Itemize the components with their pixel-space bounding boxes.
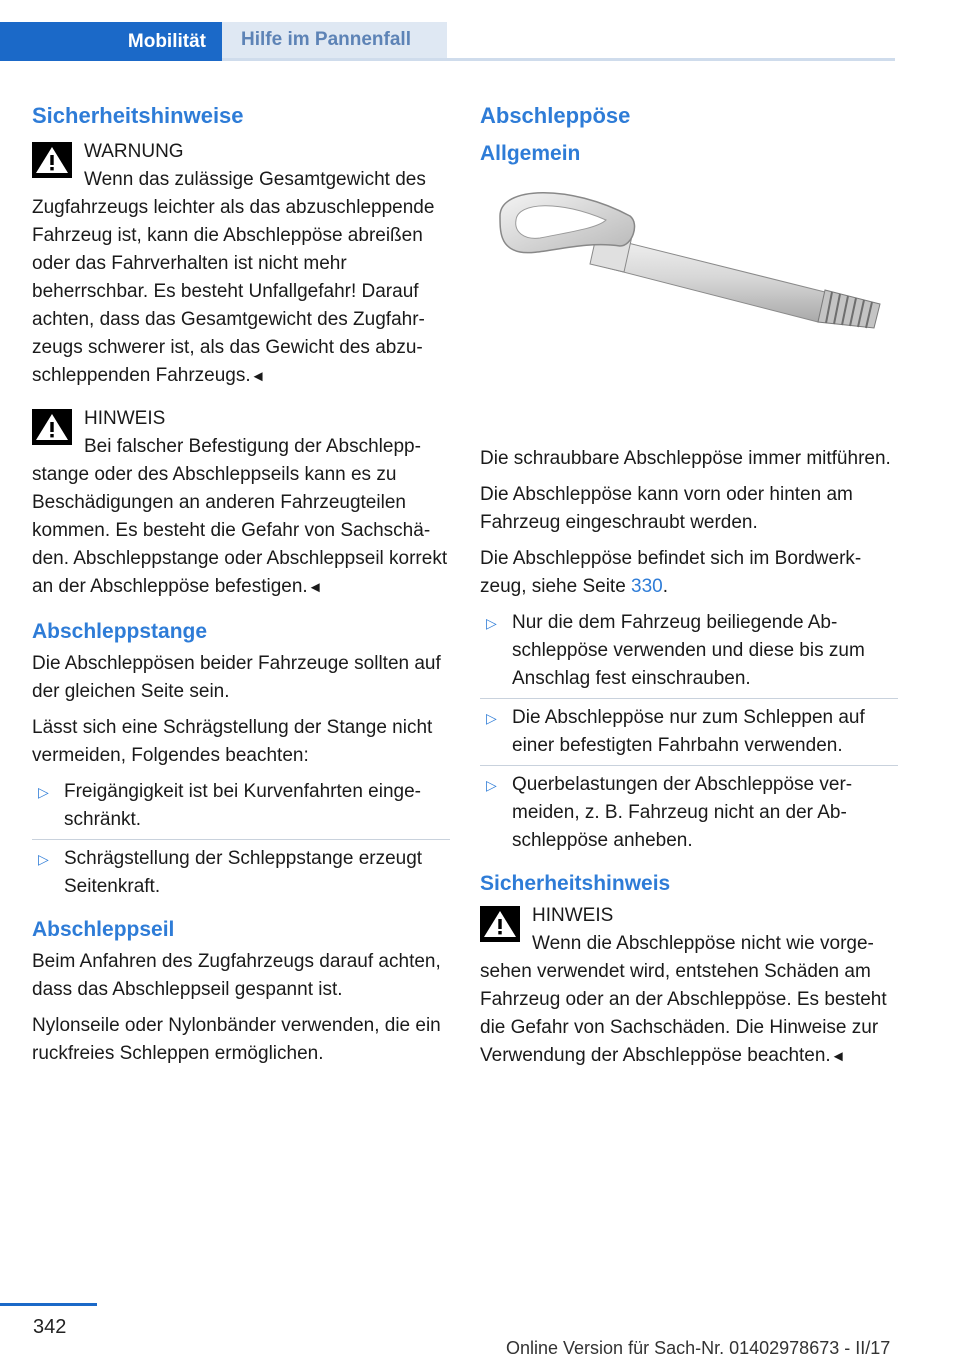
- end-mark: ◄: [307, 579, 323, 596]
- hinweis-text: Wenn die Abschleppöse nicht wie vorgesehen verwendet wird, entstehen Schäden am Fahrzeug oder an der Abschleppöse. Es besteht die Gefahr von Sachschäden. Die Hinweise zur Verwendung der Abschleppöse beachten.: [480, 933, 887, 1066]
- tab-mobilitaet[interactable]: [0, 22, 222, 61]
- list-item: ▷ Querbelastungen der Abschleppöse vermeiden, z. B. Fahrzeug nicht an der Abschleppöse anheben.: [480, 771, 898, 860]
- paragraph: Nylonseile oder Nylonbänder verwenden, die ein ruckfreies Schleppen ermöglichen.: [32, 1015, 441, 1064]
- bullet-triangle-icon: ▷: [486, 777, 497, 793]
- hinweis-note: [32, 405, 450, 602]
- bullet-triangle-icon: ▷: [486, 710, 497, 726]
- left-column: [32, 100, 450, 1076]
- section-title-abschleppoese: Abschleppöse: [480, 103, 631, 128]
- warning-triangle-icon: [32, 409, 72, 445]
- paragraph: Die Abschleppösen beider Fahrzeuge sollten auf der gleichen Seite sein.: [32, 653, 441, 702]
- subsection-title-allgemein: Allgemein: [480, 142, 581, 165]
- section-title-sicherheitshinweis: Sicherheitshinweis: [480, 872, 671, 895]
- end-mark: ◄: [250, 368, 266, 385]
- paragraph: Die Abschleppöse kann vorn oder hinten am Fahrzeug eingeschraubt werden.: [480, 484, 853, 533]
- bullet-triangle-icon: ▷: [38, 784, 49, 800]
- section-title-sicherheitshinweise: Sicherheitshinweise: [32, 103, 244, 128]
- list-item: ▷ Nur die dem Fahrzeug beiliegende Abschleppöse verwenden und diese bis zum Anschlag fest einschrauben.: [480, 609, 898, 699]
- tow-eye-illustration: [480, 176, 898, 426]
- hinweis-note: [480, 902, 898, 1071]
- list-item: ▷ Schrägstellung der Schleppstange erzeugt Seitenkraft.: [32, 845, 450, 906]
- warning-note: [32, 138, 450, 391]
- paragraph: Die Abschleppöse befindet sich im Bordwerkzeug, siehe Seite 330.: [480, 548, 862, 597]
- paragraph: Die schraubbare Abschleppöse immer mitführen.: [480, 448, 891, 469]
- tab-mobilitaet-label: Mobilität: [127, 30, 206, 52]
- page-number: 342: [33, 1316, 67, 1338]
- hinweis-text: Bei falscher Befestigung der Abschleppstange oder des Abschleppseils kann es zu Beschädigungen an anderen Fahrzeugteilen kommen. Es besteht die Gefahr von Sachschäden. Abschleppstange oder Abschleppseil korrekt an der Abschleppöse befestigen.: [32, 436, 448, 597]
- right-column: [480, 100, 898, 1085]
- bullet-list: [480, 609, 898, 860]
- warning-triangle-icon: [480, 906, 520, 942]
- warning-title: WARNUNG: [84, 141, 184, 162]
- online-version-label: Online Version für Sach-Nr. 01402978673 - II/17: [506, 1338, 891, 1358]
- paragraph: Beim Anfahren des Zugfahrzeugs darauf achten, dass das Abschleppseil gespannt ist.: [32, 951, 441, 1000]
- page-link[interactable]: 330: [631, 576, 663, 597]
- hinweis-title: HINWEIS: [532, 905, 614, 926]
- bullet-list: [32, 778, 450, 906]
- bullet-triangle-icon: ▷: [486, 615, 497, 631]
- section-title-abschleppseil: Abschleppseil: [32, 918, 175, 941]
- tab-hilfe-im-pannenfall[interactable]: [222, 22, 447, 58]
- warning-text: Wenn das zulässige Gesamtgewicht des Zugfahrzeugs leichter als das abzuschleppende Fahrzeug ist, kann die Abschleppöse abreißen oder das Fahrverhalten ist nicht mehr beherrschbar. Es besteht Unfallgefahr! Darauf achten, dass das Gesamtgewicht des Zugfahrzeugs schwerer ist, als das Gewicht des abzuschleppenden Fahrzeugs.: [32, 169, 435, 386]
- list-item: ▷ Freigängigkeit ist bei Kurvenfahrten eingeschränkt.: [32, 778, 450, 840]
- footer-accent-line: [0, 1303, 97, 1306]
- end-mark: ◄: [830, 1048, 846, 1065]
- thread: [818, 290, 880, 328]
- paragraph: Lässt sich eine Schrägstellung der Stange nicht vermeiden, Folgendes beachten:: [32, 717, 433, 766]
- section-title-abschleppstange: Abschleppstange: [32, 620, 208, 643]
- list-item: ▷ Die Abschleppöse nur zum Schleppen auf einer befestigten Fahrbahn verwenden.: [480, 704, 898, 766]
- tab-hilfe-label: Hilfe im Pannenfall: [241, 29, 411, 50]
- warning-triangle-icon: [32, 142, 72, 178]
- bullet-triangle-icon: ▷: [38, 851, 49, 867]
- hinweis-title: HINWEIS: [84, 408, 166, 429]
